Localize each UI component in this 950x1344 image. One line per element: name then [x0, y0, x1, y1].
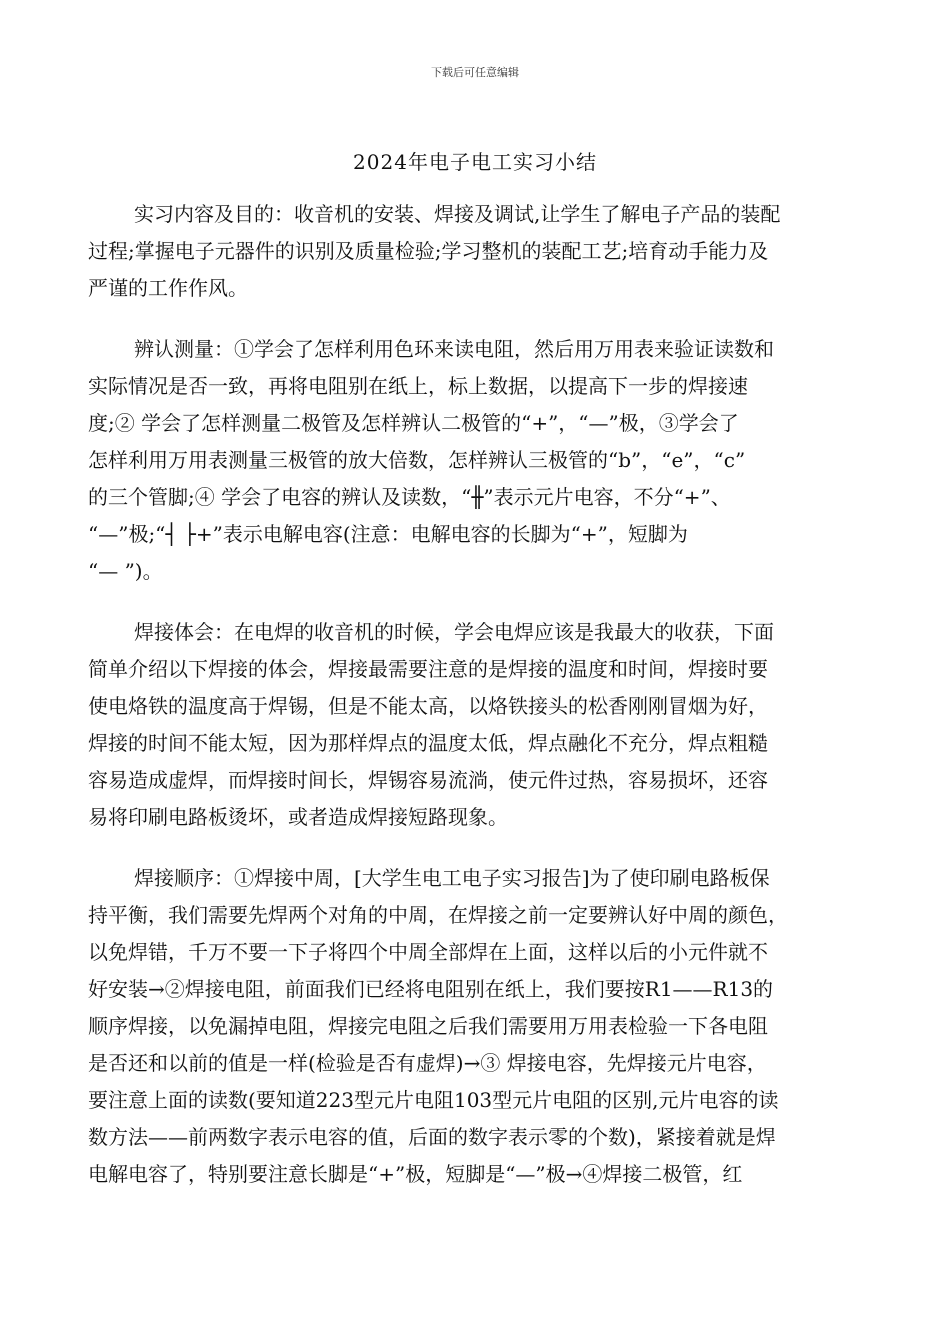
text-line: 简单介绍以下焊接的体会，焊接最需要注意的是焊接的温度和时间，焊接时要: [88, 657, 768, 681]
paragraph-purpose: [88, 196, 868, 307]
text-line: 使电烙铁的温度高于焊锡，但是不能太高，以烙铁接头的松香刚刚冒烟为好，: [88, 694, 768, 718]
text-line: 焊接的时间不能太短，因为那样焊点的温度太低，焊点融化不充分，焊点粗糙: [88, 731, 768, 755]
text-line: 顺序焊接，以免漏掉电阻，焊接完电阻之后我们需要用万用表检验一下各电阻: [88, 1014, 768, 1038]
text-line: 严谨的工作作风。: [88, 276, 248, 300]
text-line: 易将印刷电路板烫坏，或者造成焊接短路现象。: [88, 805, 508, 829]
text-line: 辨认测量：①学会了怎样利用色环来读电阻，然后用万用表来验证读数和: [134, 337, 774, 361]
text-line: 是否还和以前的值是一样(检验是否有虚焊)→③ 焊接电容，先焊接元片电容，: [88, 1051, 767, 1075]
text-line: 焊接顺序：①焊接中周，[大学生电工电子实习报告]为了使印刷电路板保: [134, 866, 770, 890]
text-line: 以免焊错，千万不要一下子将四个中周全部焊在上面，这样以后的小元件就不: [88, 940, 768, 964]
paragraph-soldering-experience: [88, 614, 868, 836]
paragraph-identification: [88, 331, 868, 590]
document-body: [88, 196, 868, 1217]
text-line: 怎样利用万用表测量三极管的放大倍数，怎样辨认三极管的“b”，“e”，“c”: [88, 448, 746, 472]
text-line: 要注意上面的读数(要知道223型元片电阻103型元片电阻的区别,元片电容的读: [88, 1088, 779, 1112]
text-line: 实习内容及目的：收音机的安装、焊接及调试,让学生了解电子产品的装配: [134, 202, 781, 226]
text-line: 焊接体会：在电焊的收音机的时候，学会电焊应该是我最大的收获，下面: [134, 620, 774, 644]
text-line: 持平衡，我们需要先焊两个对角的中周，在焊接之前一定要辨认好中周的颜色，: [88, 903, 788, 927]
text-line: “— ”)。: [88, 559, 163, 583]
text-line: 度;② 学会了怎样测量二极管及怎样辨认二极管的“+”，“—”极，③学会了: [88, 411, 739, 435]
text-line: “—”极;“┤ ├+”表示电解电容(注意：电解电容的长脚为“+”，短脚为: [88, 522, 688, 546]
paragraph-soldering-order: [88, 860, 868, 1193]
text-line: 电解电容了，特别要注意长脚是“+”极，短脚是“—”极→④焊接二极管，红: [88, 1162, 743, 1186]
page-header: 下载后可任意编辑: [431, 66, 519, 79]
text-line: 过程;掌握电子元器件的识别及质量检验;学习整机的装配工艺;培育动手能力及: [88, 239, 769, 263]
document-title: 2024年电子电工实习小结: [353, 150, 597, 174]
text-line: 实际情况是否一致，再将电阻别在纸上，标上数据，以提高下一步的焊接速: [88, 374, 748, 398]
text-line: 数方法——前两数字表示电容的值，后面的数字表示零的个数)，紧接着就是焊: [88, 1125, 776, 1149]
text-line: 容易造成虚焊，而焊接时间长，焊锡容易流淌，使元件过热，容易损坏，还容: [88, 768, 768, 792]
text-line: 好安装→②焊接电阻，前面我们已经将电阻别在纸上，我们要按R1——R13的: [88, 977, 774, 1001]
text-line: 的三个管脚;④ 学会了电容的辨认及读数，“╫”表示元片电容，不分“+”、: [88, 485, 731, 509]
